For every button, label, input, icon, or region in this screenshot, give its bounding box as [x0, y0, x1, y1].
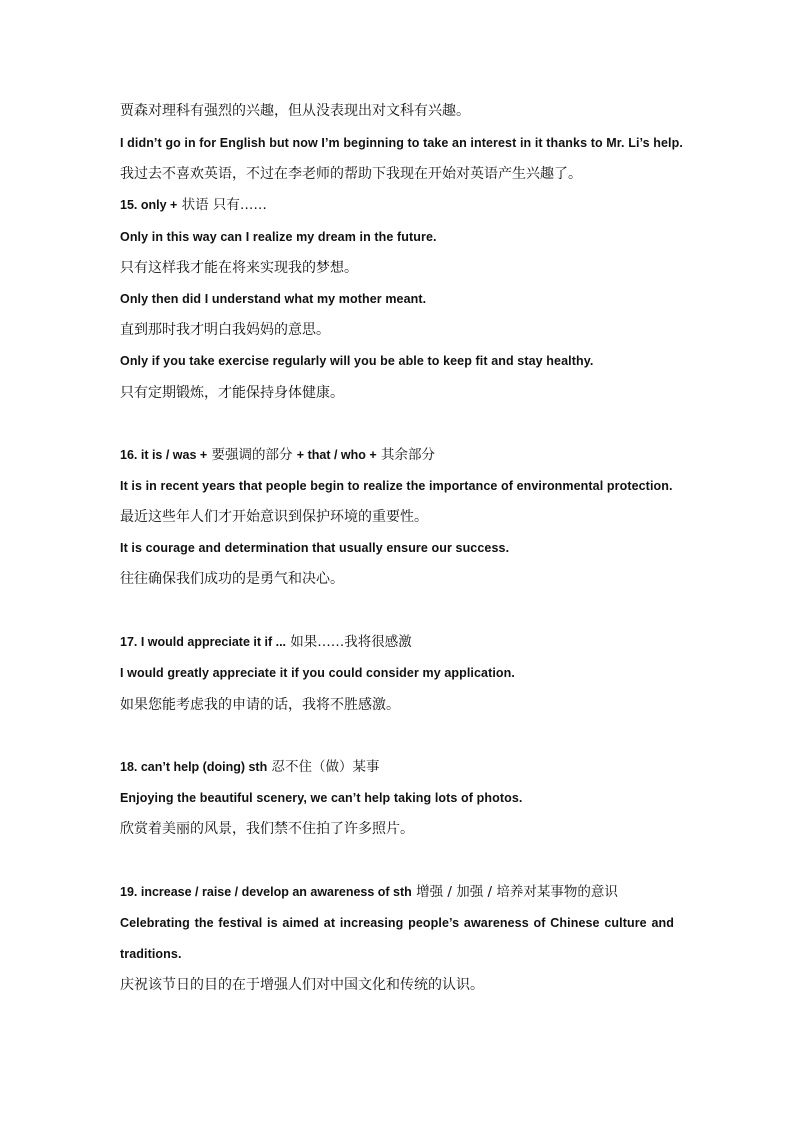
example-chinese: 贾森对理科有强烈的兴趣，但从没表现出对文科有兴趣。 — [120, 103, 470, 119]
heading-meaning: 增强 / 加强 / 培养对某事物的意识 — [411, 884, 618, 900]
example-english: I would greatly appreciate it if you could consider my application. — [120, 666, 515, 680]
example-chinese: 只有这样我才能在将来实现我的梦想。 — [120, 260, 358, 276]
section-heading-18 — [120, 757, 380, 777]
example-chinese: 如果您能考虑我的申请的话，我将不胜感激。 — [120, 697, 400, 713]
heading-connector: + that / who + — [296, 448, 377, 462]
heading-number: 15. only + — [120, 198, 178, 212]
example-english: Only then did I understand what my mother meant. — [120, 292, 427, 306]
example-chinese: 我过去不喜欢英语，不过在李老师的帮助下我现在开始对英语产生兴趣了。 — [120, 166, 582, 182]
example-chinese: 庆祝该节日的目的在于增强人们对中国文化和传统的认识。 — [120, 977, 484, 993]
section-heading-17 — [120, 632, 412, 652]
heading-number: 18. can’t help (doing) sth — [120, 760, 268, 774]
heading-number: 16. it is / was + — [120, 448, 208, 462]
example-chinese: 只有定期锻炼，才能保持身体健康。 — [120, 385, 344, 401]
section-heading-16 — [120, 445, 435, 465]
heading-meaning: 如果……我将很感激 — [286, 634, 412, 650]
example-english: I didn’t go in for English but now I’m beginning to take an interest in it thanks to Mr. Li’s help. — [120, 136, 683, 150]
example-chinese: 直到那时我才明白我妈妈的意思。 — [120, 322, 330, 338]
example-chinese: 最近这些年人们才开始意识到保护环境的重要性。 — [120, 509, 428, 525]
heading-meaning: 其余部分 — [376, 447, 435, 463]
heading-meaning: 要强调的部分 — [207, 447, 297, 463]
example-english: Celebrating the festival is aimed at increasing people’s awareness of Chinese culture and — [120, 916, 674, 930]
example-english-continued: traditions. — [120, 947, 182, 961]
example-english: Only in this way can I realize my dream in the future. — [120, 230, 437, 244]
heading-meaning: 状语 只有…… — [177, 197, 267, 213]
heading-number: 19. increase / raise / develop an awareness of sth — [120, 885, 412, 899]
example-english: Only if you take exercise regularly will you be able to keep fit and stay healthy. — [120, 354, 594, 368]
heading-meaning: 忍不住（做）某事 — [267, 759, 380, 775]
example-chinese: 往往确保我们成功的是勇气和决心。 — [120, 571, 344, 587]
example-english: It is in recent years that people begin to realize the importance of environmental protection. — [120, 479, 673, 493]
example-english: It is courage and determination that usually ensure our success. — [120, 541, 510, 555]
section-heading-19 — [120, 882, 618, 902]
section-heading-15 — [120, 195, 267, 215]
heading-number: 17. I would appreciate it if ... — [120, 635, 287, 649]
example-english: Enjoying the beautiful scenery, we can’t help taking lots of photos. — [120, 791, 523, 805]
example-chinese: 欣赏着美丽的风景，我们禁不住拍了许多照片。 — [120, 821, 414, 837]
